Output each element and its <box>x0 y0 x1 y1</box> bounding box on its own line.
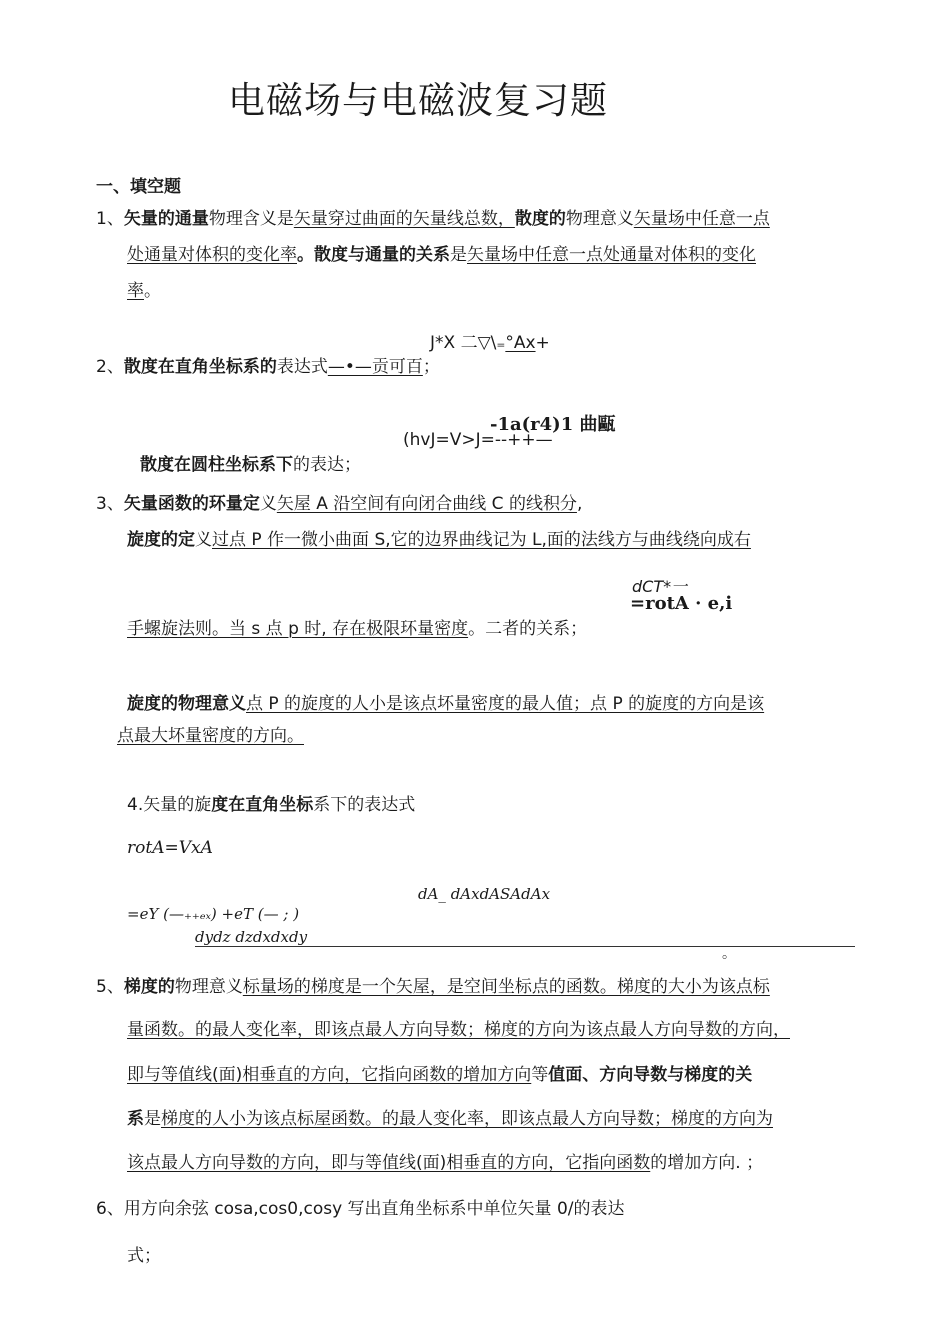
formula-curl-2: =rotA · e,i <box>630 593 733 614</box>
q5-line4: 系是梯度的人小为该点标屋函数。的最人变化率，即该点最人方向导数；梯度的方向为 <box>127 1109 773 1129</box>
q5-line5: 该点最人方向导数的方向，即与等值线(面)相垂直的方向，它指向函数的增加方向. ； <box>127 1153 764 1173</box>
formula-curl-1: dCT*一 <box>632 577 688 596</box>
q5-line3: 即与等值线(面)相垂直的方向，它指向函数的增加方向等值面、方向导数与梯度的关 <box>127 1065 753 1085</box>
q1-line1: 1、矢量的通量物理含义是矢量穿过曲面的矢量线总数，散度的物理意义矢量场中任意一点 <box>96 209 770 229</box>
q1-line3: 率。 <box>127 281 161 301</box>
q2-line1: 2、散度在直角坐标系的表达式—•—贡可百； <box>96 357 440 377</box>
q6-line2: 式； <box>127 1246 161 1266</box>
formula-rule <box>195 946 855 947</box>
page-title: 电磁场与电磁波复习题 <box>228 79 608 122</box>
q1-line2: 处通量对体积的变化率。散度与通量的关系是矢量场中任意一点处通量对体积的变化 <box>127 245 756 265</box>
formula-divergence: J*X 二▽\₌°Ax+ <box>430 333 550 353</box>
formula-rot-1: rotA=VxA <box>127 838 213 858</box>
q3-line1: 3、矢量函数的环量定义矢屋 A 沿空间有向闭合曲线 C 的线积分, <box>96 494 583 514</box>
formula-cylindrical-1: -1a(r4)1 曲甌 <box>490 414 616 435</box>
q5-line2: 量函数。的最人变化率，即该点最人方向导数；梯度的方向为该点最人方向导数的方向， <box>127 1020 790 1040</box>
q4-line1: 4.矢量的旋度在直角坐标系下的表达式 <box>127 795 416 815</box>
formula-cylindrical-2: (hvJ=V>J=--++— <box>403 430 553 450</box>
formula-rot-4: dydz dzdxdxdy <box>195 928 308 946</box>
formula-rot-5: 。 <box>722 946 736 962</box>
q3-line5: 点最大坏量密度的方向。 <box>117 726 304 746</box>
q5-line1: 5、梯度的物理意义标量场的梯度是一个矢屋，是空间坐标点的函数。梯度的大小为该点标 <box>96 977 770 997</box>
formula-rot-3: =eY (—₊₊ₑₓ) +eT (— ; ) <box>127 905 300 923</box>
q3-line4: 旋度的物理意义点 P 的旋度的人小是该点坏量密度的最人值；点 P 的旋度的方向是该 <box>127 694 765 714</box>
q6-line1: 6、用方向余弦 cosa,cos0,cosy 写出直角坐标系中单位矢量 0/的表达 <box>96 1199 625 1219</box>
formula-rot-2: dA_ dAxdASAdAx <box>418 885 551 903</box>
q3-line3: 手螺旋法则。当 s 点 p 时, 存在极限环量密度。二者的关系； <box>127 619 588 639</box>
q3-line2: 旋度的定义过点 P 作一微小曲面 S,它的边界曲线记为 L,面的法线方与曲线绕向成右 <box>127 530 751 550</box>
section-heading: 一、填空题 <box>96 177 181 197</box>
q2-line2: 散度在圆柱坐标系下的表达； <box>140 455 361 475</box>
